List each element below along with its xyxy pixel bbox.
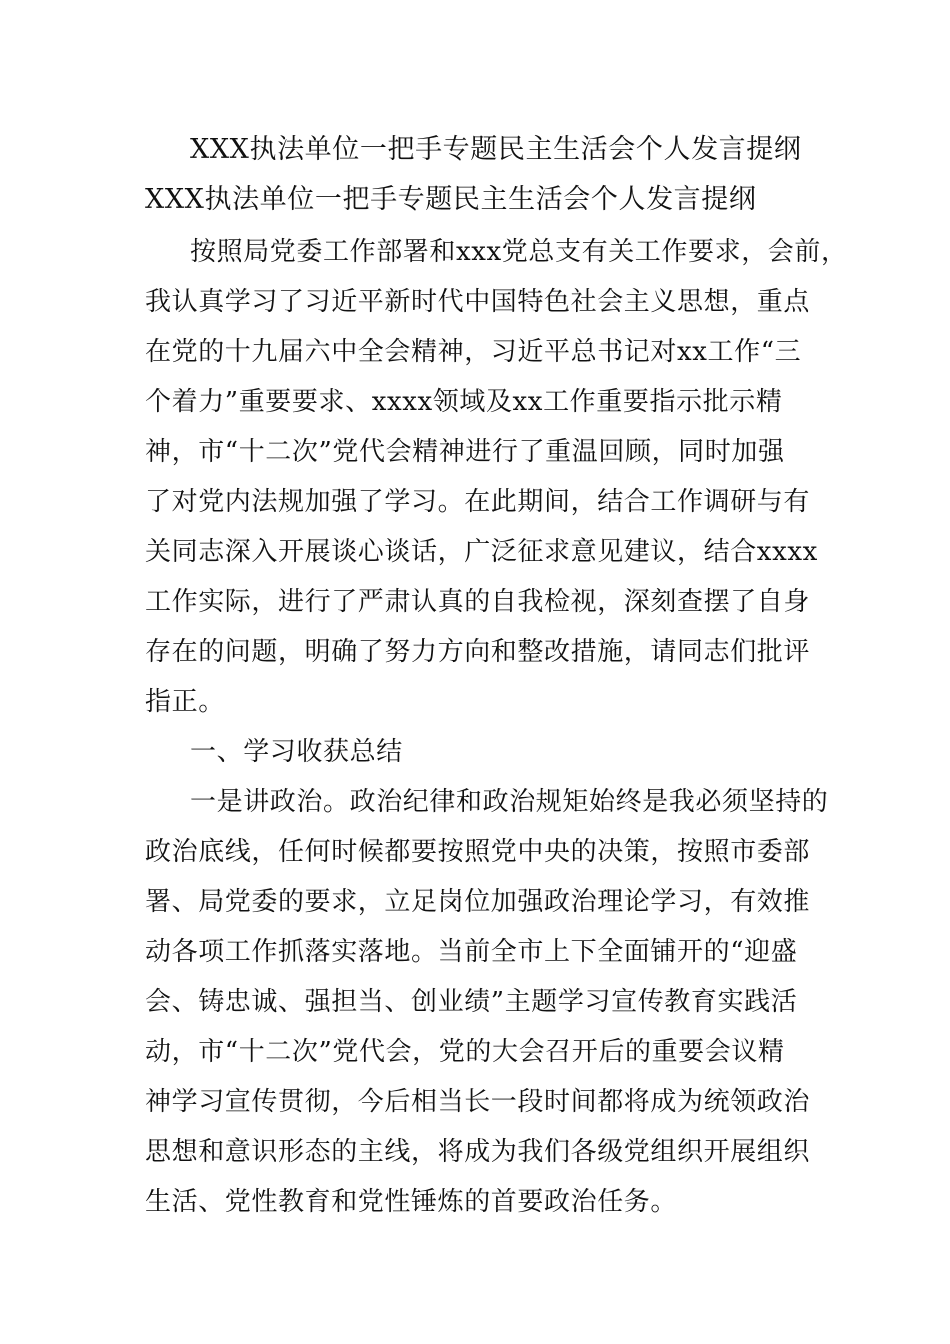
paragraph-line: 生活、党性教育和党性锤炼的首要政治任务。: [145, 1187, 678, 1217]
paragraph-line: 动各项工作抓落实落地。当前全市上下全面铺开的“迎盛: [145, 937, 798, 967]
paragraph-line: 关同志深入开展谈心谈话，广泛征求意见建议，结合xxxx: [145, 537, 818, 567]
paragraph-line: 动，市“十二次”党代会，党的大会召开后的重要会议精: [145, 1037, 785, 1067]
paragraph-line: 在党的十九届六中全会精神，习近平总书记对xx工作“三: [145, 337, 802, 367]
document-title-repeat: XXX执法单位一把手专题民主生活会个人发言提纲: [145, 184, 757, 215]
paragraph-line: 工作实际，进行了严肃认真的自我检视，深刻查摆了自身: [145, 587, 811, 617]
paragraph-line: 了对党内法规加强了学习。在此期间，结合工作调研与有: [145, 487, 811, 517]
paragraph-line: 一是讲政治。政治纪律和政治规矩始终是我必须坚持的: [190, 787, 829, 817]
section-heading: 一、学习收获总结: [190, 737, 403, 767]
paragraph-line: 个着力”重要要求、xxxx领域及xx工作重要指示批示精: [145, 387, 783, 417]
paragraph-line: 神学习宣传贯彻，今后相当长一段时间都将成为统领政治: [145, 1087, 811, 1117]
paragraph-line: 会、铸忠诚、强担当、创业绩”主题学习宣传教育实践活: [145, 987, 798, 1017]
document-title: XXX执法单位一把手专题民主生活会个人发言提纲: [190, 134, 802, 165]
paragraph-line: 指正。: [145, 687, 225, 717]
paragraph-line: 存在的问题，明确了努力方向和整改措施，请同志们批评: [145, 637, 811, 667]
paragraph-line: 署、局党委的要求，立足岗位加强政治理论学习，有效推: [145, 887, 811, 917]
paragraph-line: 按照局党委工作部署和xxx党总支有关工作要求，会前，: [190, 237, 848, 267]
paragraph-line: 神，市“十二次”党代会精神进行了重温回顾，同时加强: [145, 437, 785, 467]
paragraph-line: 政治底线，任何时候都要按照党中央的决策，按照市委部: [145, 837, 811, 867]
paragraph-line: 我认真学习了习近平新时代中国特色社会主义思想，重点: [145, 287, 811, 317]
paragraph-line: 思想和意识形态的主线，将成为我们各级党组织开展组织: [145, 1137, 811, 1167]
